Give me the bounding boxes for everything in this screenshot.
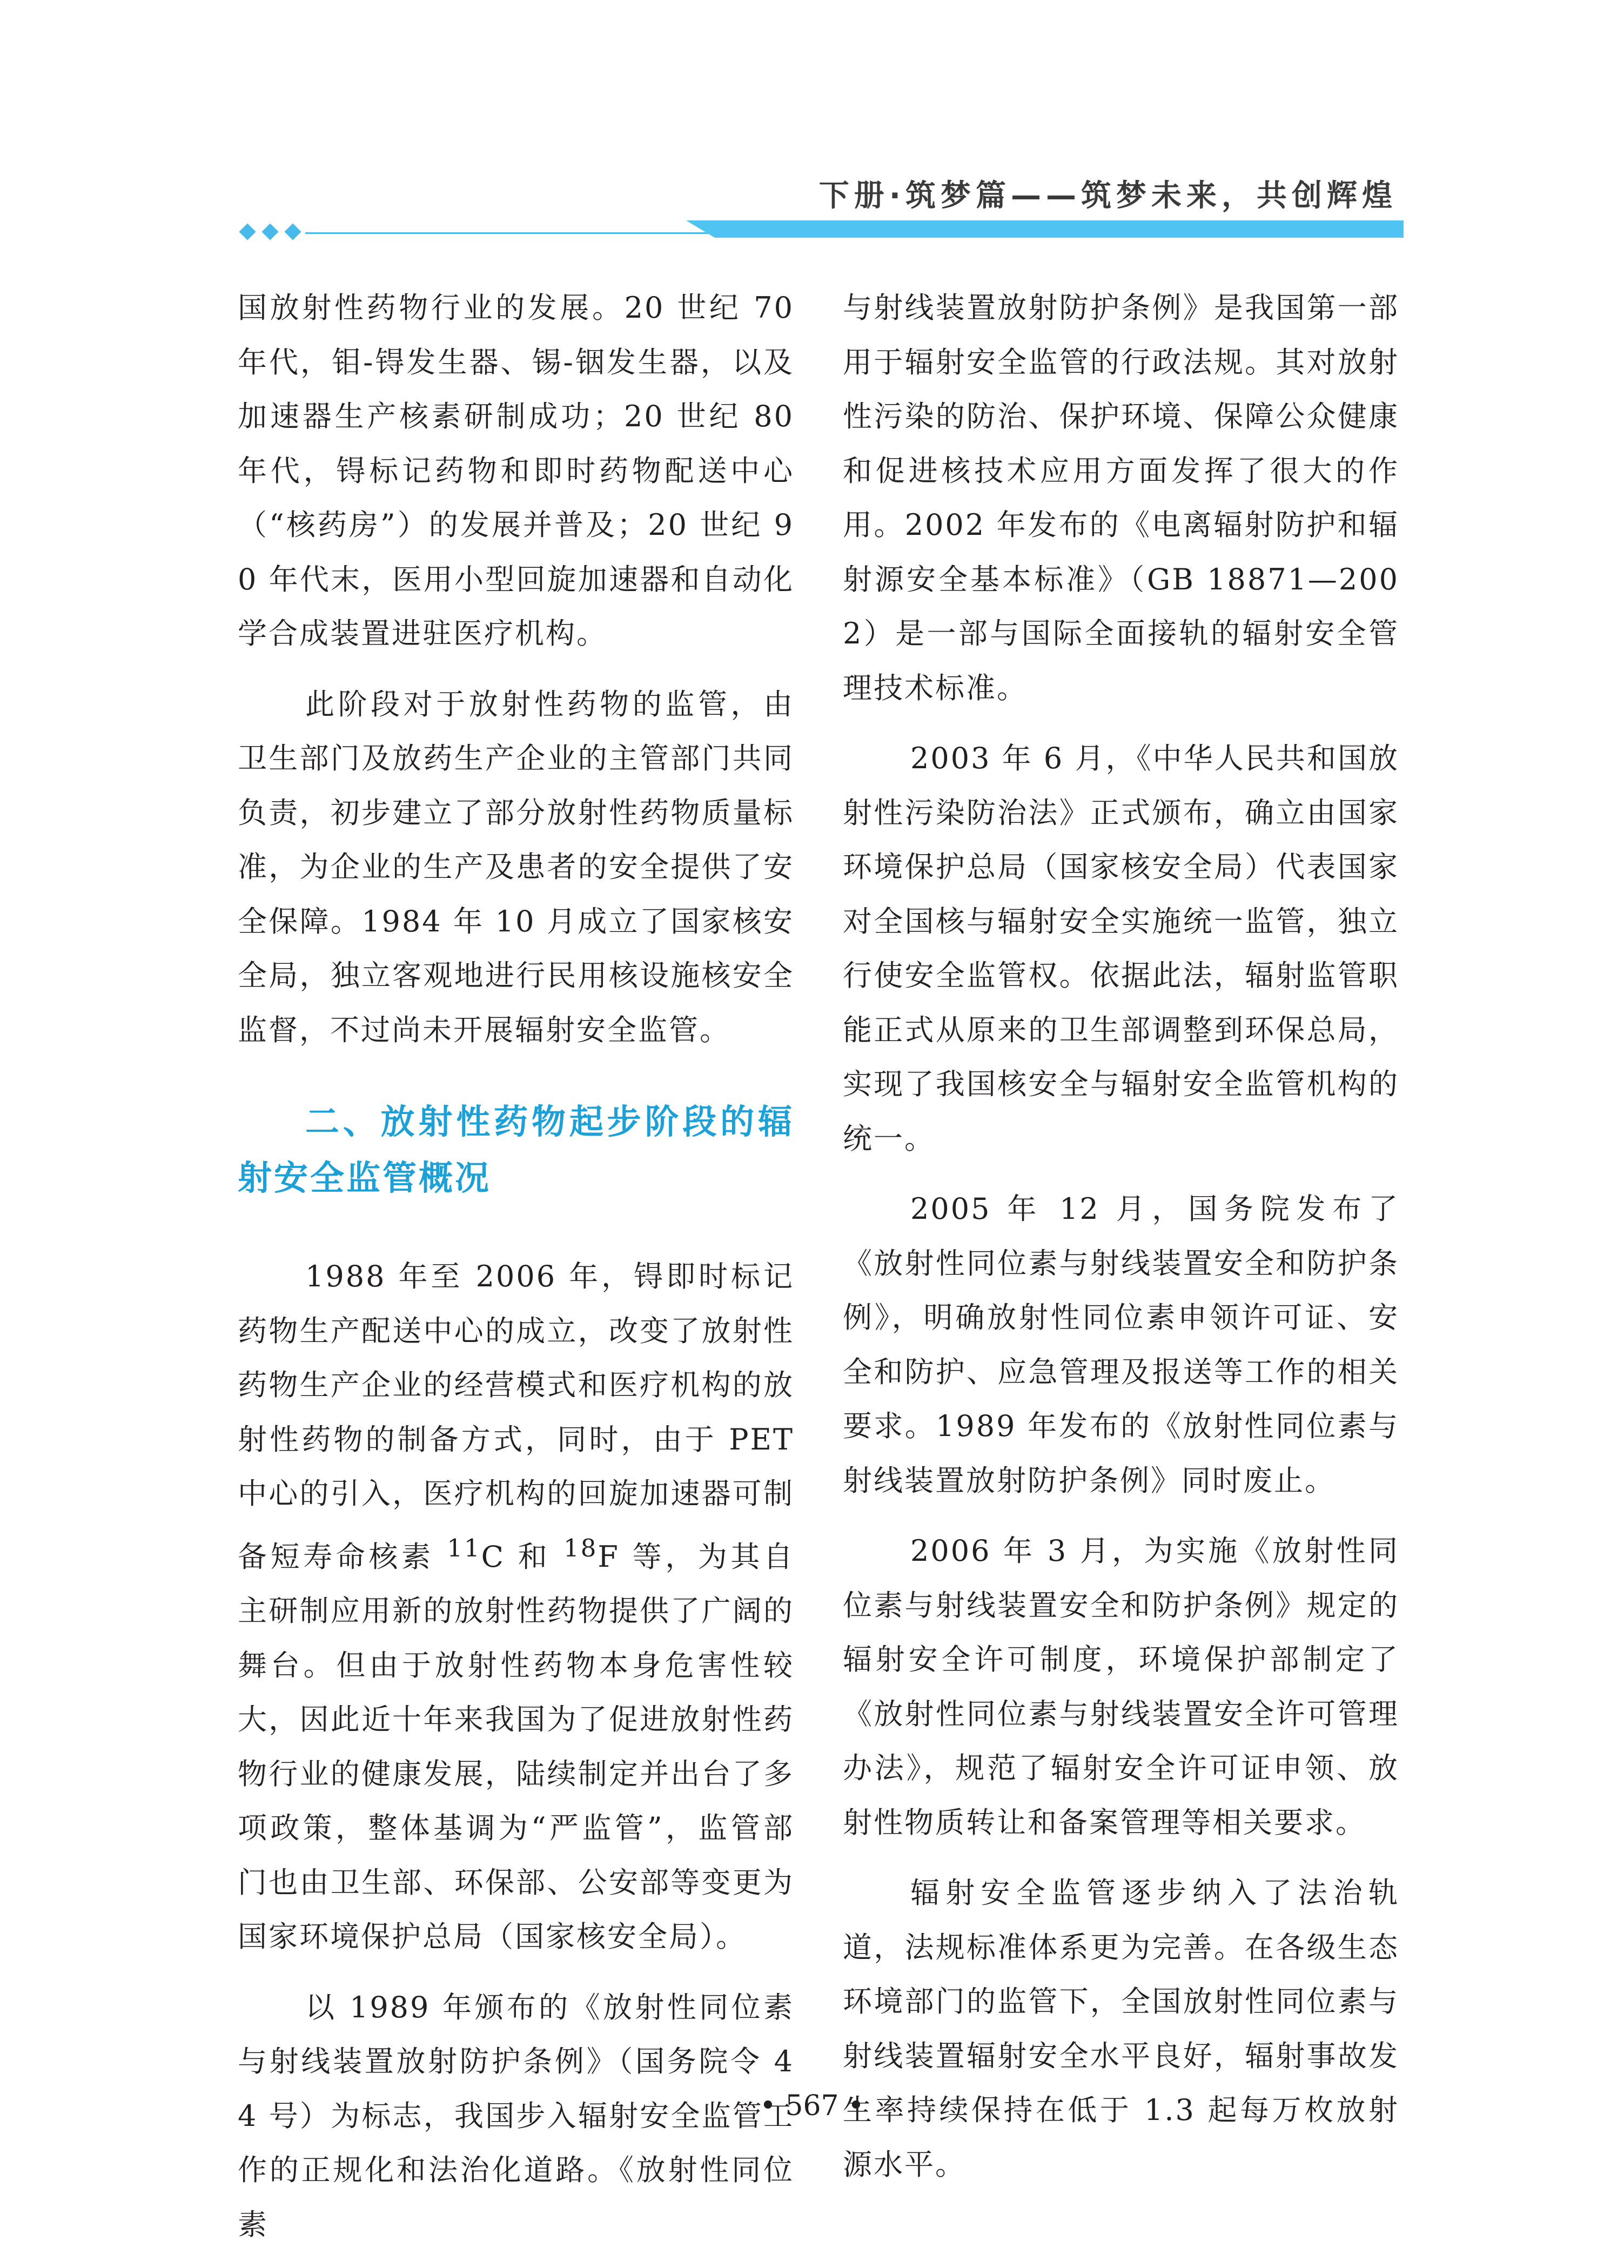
- paragraph: 与射线装置放射防护条例》是我国第一部用于辐射安全监管的行政法规。其对放射性污染的防治、保护环境、保障公众健康和促进核技术应用方面发挥了很大的作用。2002 年发布的《电离辐射防护和辐射源安全基本标准》（GB 18871—2002）是一部与国际全面接轨的辐射安全管理技术标准。: [843, 291, 1399, 705]
- section-heading: 二、放射性药物起步阶段的辐射安全监管概况: [238, 1102, 794, 1198]
- left-column: [238, 281, 794, 2268]
- diamond-ornament-icon: [284, 223, 301, 240]
- diamond-ornament-icon: [239, 223, 256, 240]
- paragraph: 以 1989 年颁布的《放射性同位素与射线装置放射防护条例》（国务院令 44 号）为标志，我国步入辐射安全监管工作的正规化和法治化道路。《放射性同位素: [238, 1990, 794, 2242]
- header-accent-bar: [686, 220, 1404, 238]
- paragraph: 此阶段对于放射性药物的监管，由卫生部门及放药生产企业的主管部门共同负责，初步建立了部分放射性药物质量标准，为企业的生产及患者的安全提供了安全保障。1984 年 10 月成立了国家核安全局，独立客观地进行民用核设施核安全监督，不过尚未开展辐射安全监管。: [238, 687, 794, 1047]
- paragraph: 国放射性药物行业的发展。20 世纪 70 年代，钼-锝发生器、锡-铟发生器，以及加速器生产核素研制成功；20 世纪 80 年代，锝标记药物和即时药物配送中心（“核药房”）的发展并普及；20 世纪 90 年代末，医用小型回旋加速器和自动化学合成装置进驻医疗机构。: [238, 291, 794, 650]
- text-run: 1988 年至 2006 年，锝即时标记药物生产配送中心的成立，改变了放射性药物生产企业的经营模式和医疗机构的放射性药物的制备方式，同时，由于 PET 中心的引入，医疗机构的回旋加速器可制备短寿命核素: [238, 1259, 794, 1574]
- paragraph: 2005 年 12 月，国务院发布了《放射性同位素与射线装置安全和防护条例》，明确放射性同位素申领许可证、安全和防护、应急管理及报送等工作的相关要求。1989 年发布的《放射性同位素与射线装置放射防护条例》同时废止。: [843, 1192, 1399, 1498]
- paragraph: 2003 年 6 月，《中华人民共和国放射性污染防治法》正式颁布，确立由国家环境保护总局（国家核安全局）代表国家对全国核与辐射安全实施统一监管，独立行使安全监管权。依据此法，辐射监管职能正式从原来的卫生部调整到环保总局，实现了我国核安全与辐射安全监管机构的统一。: [843, 741, 1399, 1156]
- text-run: F 等，为其自主研制应用新的放射性药物提供了广阔的舞台。但由于放射性药物本身危害性较大，因此近十年来我国为了促进放射性药物行业的健康发展，陆续制定并出台了多项政策，整体基调为“严监管”，监管部门也由卫生部、环保部、公安部等变更为国家环境保护总局（国家核安全局）。: [238, 1539, 794, 1954]
- paragraph: [238, 1250, 794, 1964]
- superscript-mass-number: 11: [447, 1533, 481, 1562]
- running-header-title: 下册·筑梦篇——筑梦未来，共创辉煌: [818, 178, 1397, 213]
- page-number: • 567 •: [760, 2090, 864, 2122]
- text-run: C 和: [481, 1539, 564, 1574]
- paragraph: 2006 年 3 月，为实施《放射性同位素与射线装置安全和防护条例》规定的辐射安全许可制度，环境保护部制定了《放射性同位素与射线装置安全许可管理办法》，规范了辐射安全许可证申领、放射性物质转让和备案管理等相关要求。: [843, 1534, 1399, 1840]
- running-header: [0, 0, 1624, 254]
- right-column: [843, 281, 1399, 2208]
- superscript-mass-number: 18: [563, 1533, 598, 1562]
- paragraph: 辐射安全监管逐步纳入了法治轨道，法规标准体系更为完善。在各级生态环境部门的监管下，全国放射性同位素与射线装置辐射安全水平良好，辐射事故发生率持续保持在低于 1.3 起每万枚放射源水平。: [843, 1876, 1399, 2182]
- diamond-ornament-icon: [261, 223, 278, 240]
